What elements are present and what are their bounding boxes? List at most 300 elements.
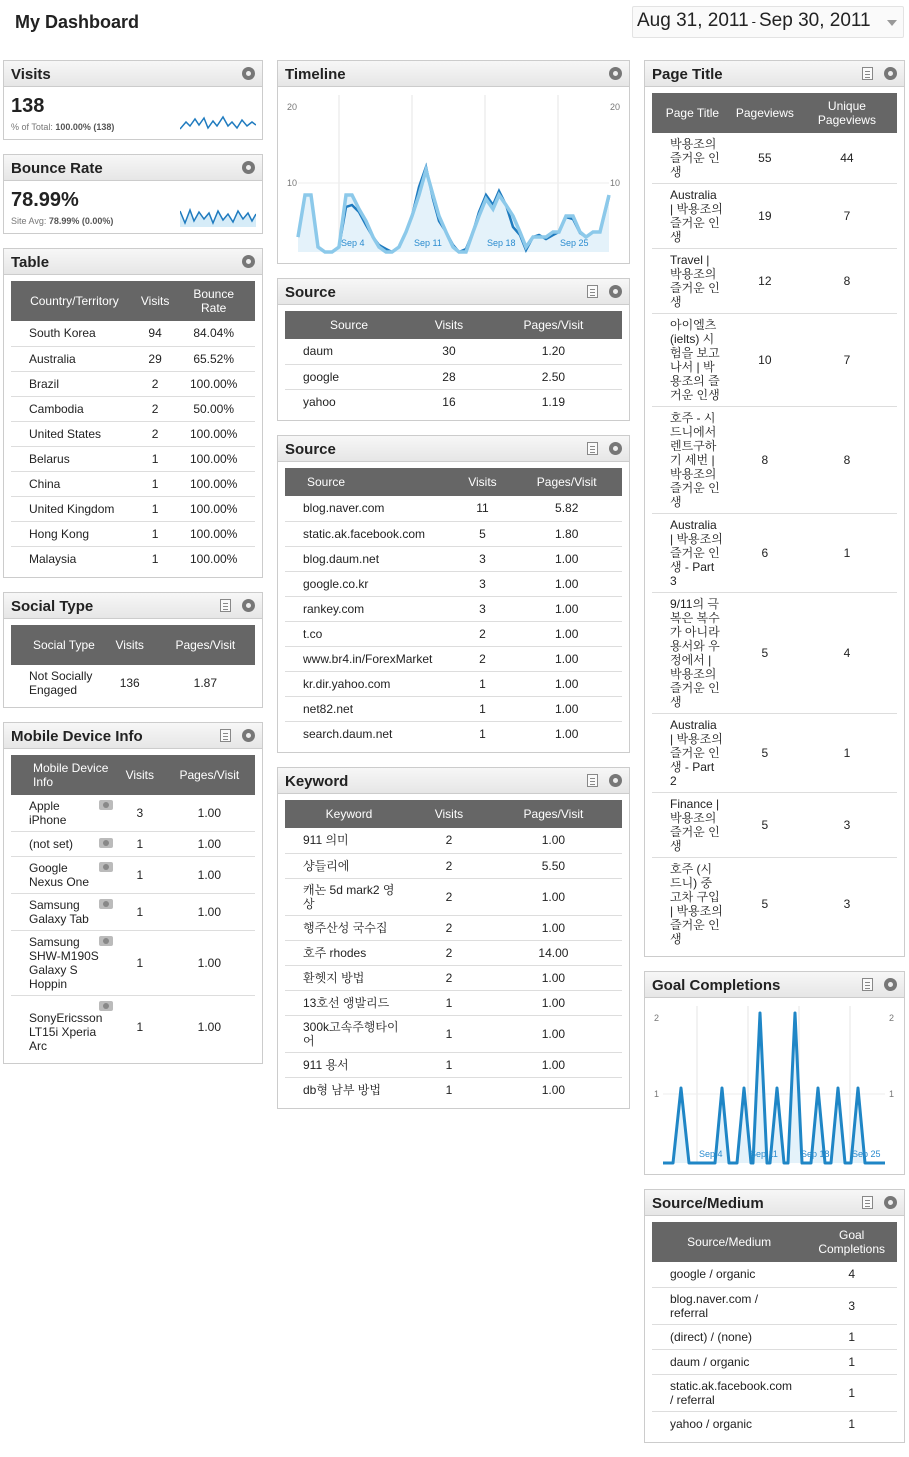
- cell-text: 100.00%: [189, 526, 238, 541]
- report-icon[interactable]: [587, 442, 598, 455]
- col-header[interactable]: Social Type: [11, 625, 104, 665]
- report-icon[interactable]: [862, 978, 873, 991]
- table-row[interactable]: [285, 721, 622, 746]
- date-end: Sep 30, 2011: [758, 10, 871, 31]
- col-header[interactable]: Visits: [413, 311, 485, 339]
- date-separator: -: [751, 14, 756, 29]
- gear-icon[interactable]: [609, 285, 622, 298]
- gear-icon[interactable]: [884, 1196, 897, 1209]
- table-row[interactable]: [652, 184, 897, 249]
- row-value: [138, 521, 172, 546]
- row-label[interactable]: [11, 546, 138, 571]
- cell-text: 박용조의 즐거운 인생: [670, 137, 720, 179]
- col-header[interactable]: Country/Territory: [11, 281, 138, 321]
- row-label[interactable]: [285, 965, 413, 990]
- table-row[interactable]: [285, 339, 622, 364]
- row-label[interactable]: [652, 1262, 806, 1287]
- table-row[interactable]: [652, 858, 897, 951]
- table-row[interactable]: [285, 965, 622, 990]
- row-value: [485, 339, 622, 364]
- table-row[interactable]: [285, 828, 622, 853]
- visits-sub-value: 100.00% (138): [55, 122, 115, 132]
- cell-text: 84.04%: [193, 326, 235, 341]
- row-value: [116, 931, 164, 996]
- cell-text: 1: [445, 1057, 453, 1072]
- cell-text: 3: [848, 1298, 856, 1313]
- row-label[interactable]: [285, 646, 454, 671]
- col-header[interactable]: Pages/Visit: [485, 800, 622, 828]
- cell-text: 3: [843, 818, 851, 832]
- cell-text: google: [303, 369, 340, 384]
- row-value: [485, 915, 622, 940]
- gear-icon[interactable]: [609, 442, 622, 455]
- cell-text: 1.80: [555, 526, 579, 541]
- row-value: [172, 546, 255, 571]
- cell-text: 1.00: [555, 726, 579, 741]
- table-row[interactable]: [652, 714, 897, 793]
- cell-text: 1.00: [541, 1082, 566, 1097]
- row-label[interactable]: [652, 249, 733, 314]
- gear-icon[interactable]: [242, 729, 255, 742]
- cell-text: kr.dir.yahoo.com: [303, 676, 391, 691]
- x-tick-label: Sep 11: [414, 238, 442, 248]
- row-label[interactable]: [652, 1349, 806, 1374]
- row-label[interactable]: [652, 514, 733, 593]
- cell-text: 5: [479, 526, 486, 541]
- visits-sparkline: [180, 113, 256, 133]
- row-value: [733, 858, 797, 951]
- cell-text: 호주 (시드니) 중고차 구입 | 박용조의 즐거운 인생: [670, 862, 723, 946]
- col-header[interactable]: Page Title: [652, 93, 733, 133]
- cell-text: 1: [445, 1082, 453, 1097]
- row-value: [413, 1077, 485, 1102]
- col-header[interactable]: Pages/Visit: [164, 755, 255, 795]
- widget-source-medium: [644, 1189, 905, 1443]
- col-header[interactable]: Pages/Visit: [156, 625, 255, 665]
- row-label[interactable]: [285, 1077, 413, 1102]
- cell-text: blog.daum.net: [303, 551, 380, 566]
- table-row[interactable]: [285, 546, 622, 571]
- row-value: [485, 990, 622, 1015]
- row-value: [156, 665, 255, 701]
- row-label[interactable]: [652, 714, 733, 793]
- table-row[interactable]: [11, 421, 255, 446]
- row-label[interactable]: [11, 832, 116, 857]
- row-label[interactable]: [11, 521, 138, 546]
- cell-text: 1: [848, 1416, 856, 1431]
- gear-icon[interactable]: [609, 774, 622, 787]
- row-label[interactable]: [652, 184, 733, 249]
- row-value: [413, 965, 485, 990]
- table-row[interactable]: [285, 621, 622, 646]
- cell-text: 1.00: [541, 1026, 566, 1041]
- row-label[interactable]: [11, 857, 116, 894]
- row-label[interactable]: [652, 858, 733, 951]
- row-value: [733, 407, 797, 514]
- row-value: [797, 514, 897, 593]
- row-label[interactable]: [285, 1052, 413, 1077]
- row-label[interactable]: [285, 496, 454, 521]
- widget-bounce-rate: [3, 154, 263, 234]
- col-header[interactable]: Source: [285, 468, 454, 496]
- table-row[interactable]: [11, 832, 255, 857]
- row-value: [116, 894, 164, 931]
- table-row[interactable]: [652, 133, 897, 184]
- cell-text: t.co: [303, 626, 323, 641]
- row-label[interactable]: [285, 1015, 413, 1052]
- row-label[interactable]: [285, 389, 413, 414]
- row-label[interactable]: [11, 371, 138, 396]
- row-value: [511, 696, 622, 721]
- date-range-picker[interactable]: [632, 6, 904, 38]
- row-value: [797, 133, 897, 184]
- row-label[interactable]: [285, 828, 413, 853]
- x-tick-label: Sep 18: [487, 238, 516, 248]
- row-value: [485, 1077, 622, 1102]
- row-label[interactable]: [285, 671, 454, 696]
- cell-text: static.ak.facebook.com: [303, 526, 426, 541]
- cell-text: Travel | 박용조의 즐거운 인생: [670, 253, 720, 309]
- cell-text: 1.20: [541, 344, 566, 359]
- y-tick-top-right: 2: [889, 1013, 895, 1023]
- col-header[interactable]: Unique Pageviews: [797, 93, 897, 133]
- table-row[interactable]: [652, 249, 897, 314]
- row-value: [733, 714, 797, 793]
- report-icon[interactable]: [587, 285, 598, 298]
- row-label[interactable]: [285, 521, 454, 546]
- row-value: [164, 832, 255, 857]
- widget-header: [645, 972, 904, 998]
- table-row[interactable]: [11, 346, 255, 371]
- cell-text: 2: [445, 833, 453, 848]
- row-label[interactable]: [11, 496, 138, 521]
- table-row[interactable]: [11, 931, 255, 996]
- cell-text: 1: [848, 1385, 856, 1400]
- row-value: [733, 249, 797, 314]
- report-icon[interactable]: [220, 599, 231, 612]
- row-label[interactable]: [285, 990, 413, 1015]
- col-header[interactable]: Bounce Rate: [172, 281, 255, 321]
- cell-text: 2: [445, 889, 453, 904]
- cell-text: net82.net: [303, 701, 354, 716]
- row-label[interactable]: [652, 793, 733, 858]
- table-row[interactable]: [652, 1411, 897, 1436]
- col-header[interactable]: Pageviews: [733, 93, 797, 133]
- row-value: [485, 364, 622, 389]
- cell-text: 7: [843, 209, 851, 223]
- row-value: [138, 496, 172, 521]
- row-label[interactable]: [285, 940, 413, 965]
- row-value: [172, 446, 255, 471]
- row-label[interactable]: [285, 853, 413, 878]
- row-value: [454, 646, 512, 671]
- visits-sub-label: % of Total:: [11, 122, 53, 132]
- row-label[interactable]: [285, 878, 413, 915]
- row-label[interactable]: [11, 471, 138, 496]
- cell-text: SonyEricsson LT15i Xperia Arc: [29, 1011, 103, 1053]
- cell-text: 5: [761, 646, 769, 660]
- col-header[interactable]: Visits: [104, 625, 156, 665]
- row-value: [733, 314, 797, 407]
- widget-timeline: [277, 60, 630, 264]
- gear-icon[interactable]: [242, 67, 255, 80]
- table-row[interactable]: [11, 496, 255, 521]
- row-label[interactable]: [652, 1374, 806, 1411]
- row-value: [413, 940, 485, 965]
- row-label[interactable]: [11, 996, 116, 1058]
- row-value: [172, 346, 255, 371]
- table-row[interactable]: [11, 795, 255, 832]
- cell-text: 호주 rhodes: [303, 945, 367, 960]
- widget-goal-completions: [644, 971, 905, 1175]
- row-label[interactable]: [285, 364, 413, 389]
- gear-icon[interactable]: [242, 599, 255, 612]
- table-row[interactable]: [11, 996, 255, 1058]
- row-label[interactable]: [652, 133, 733, 184]
- col-header[interactable]: Source: [285, 311, 413, 339]
- camera-icon[interactable]: [99, 800, 113, 810]
- row-value: [413, 878, 485, 915]
- country-table: [11, 281, 255, 571]
- table-row[interactable]: [11, 471, 255, 496]
- cell-text: 28: [442, 369, 456, 384]
- table-row[interactable]: [285, 940, 622, 965]
- cell-text: 8: [843, 453, 851, 467]
- camera-icon[interactable]: [99, 936, 113, 946]
- row-value: [797, 858, 897, 951]
- row-value: [454, 621, 512, 646]
- table-row[interactable]: [285, 878, 622, 915]
- table-row[interactable]: [11, 546, 255, 571]
- cell-text: 2: [445, 945, 453, 960]
- table-row[interactable]: [285, 1015, 622, 1052]
- table-row[interactable]: [652, 1374, 897, 1411]
- row-value: [806, 1287, 897, 1324]
- row-label[interactable]: [11, 396, 138, 421]
- col-header[interactable]: Visits: [413, 800, 485, 828]
- table-row[interactable]: [285, 496, 622, 521]
- table-row[interactable]: [285, 853, 622, 878]
- widget-title: Table: [11, 254, 50, 271]
- cell-text: Malaysia: [29, 551, 77, 566]
- row-value: [511, 571, 622, 596]
- gear-icon[interactable]: [884, 978, 897, 991]
- row-value: [104, 665, 156, 701]
- row-value: [172, 496, 255, 521]
- row-value: [413, 828, 485, 853]
- x-tick-label: Sep 4: [341, 238, 365, 248]
- table-row[interactable]: [652, 793, 897, 858]
- table-row[interactable]: [11, 371, 255, 396]
- row-value: [485, 965, 622, 990]
- col-header[interactable]: Visits: [454, 468, 512, 496]
- row-label[interactable]: [285, 339, 413, 364]
- camera-icon[interactable]: [99, 899, 113, 909]
- table-row[interactable]: [285, 915, 622, 940]
- row-label[interactable]: [285, 571, 454, 596]
- table-row[interactable]: [11, 665, 255, 701]
- col-header[interactable]: Keyword: [285, 800, 413, 828]
- row-label[interactable]: [285, 915, 413, 940]
- row-label[interactable]: [285, 696, 454, 721]
- widget-page-title: [644, 60, 905, 957]
- cell-text: (not set): [29, 837, 74, 851]
- row-label[interactable]: [652, 593, 733, 714]
- table-row[interactable]: [652, 1324, 897, 1349]
- widget-keyword: [277, 767, 630, 1109]
- row-label[interactable]: [652, 1411, 806, 1436]
- row-label[interactable]: [652, 407, 733, 514]
- table-row[interactable]: [285, 646, 622, 671]
- cell-text: 1.00: [541, 995, 566, 1010]
- camera-icon[interactable]: [99, 838, 113, 848]
- row-value: [454, 696, 512, 721]
- cell-text: daum / organic: [670, 1354, 750, 1369]
- table-row[interactable]: [285, 1052, 622, 1077]
- table-row[interactable]: [285, 1077, 622, 1102]
- cell-text: 65.52%: [193, 351, 235, 366]
- table-row[interactable]: [285, 521, 622, 546]
- cell-text: daum: [303, 344, 334, 359]
- table-row[interactable]: [285, 990, 622, 1015]
- row-label[interactable]: [652, 314, 733, 407]
- row-label[interactable]: [11, 321, 138, 346]
- table-row[interactable]: [285, 364, 622, 389]
- widget-header: [4, 593, 262, 619]
- row-label[interactable]: [285, 596, 454, 621]
- col-header[interactable]: Visits: [138, 281, 172, 321]
- cell-text: 1: [479, 676, 486, 691]
- cell-text: search.daum.net: [303, 726, 393, 741]
- table-row[interactable]: [11, 857, 255, 894]
- widget-title: Source: [285, 284, 336, 301]
- cell-text: 5: [761, 897, 769, 911]
- cell-text: 911 용서: [303, 1057, 349, 1072]
- col-header[interactable]: Visits: [116, 755, 164, 795]
- cell-text: 1.00: [197, 1019, 222, 1034]
- table-row[interactable]: [285, 696, 622, 721]
- y-tick-mid-right: 1: [889, 1089, 895, 1099]
- camera-icon[interactable]: [99, 1001, 113, 1011]
- row-label[interactable]: [652, 1324, 806, 1349]
- table-row[interactable]: [11, 446, 255, 471]
- camera-icon[interactable]: [99, 862, 113, 872]
- cell-text: 1: [843, 546, 851, 560]
- cell-text: 5: [761, 818, 769, 832]
- col-header[interactable]: Source/Medium: [652, 1222, 806, 1262]
- cell-text: 캐논 5d mark2 영상: [303, 882, 395, 911]
- cell-text: 1.87: [193, 676, 218, 690]
- report-icon[interactable]: [587, 774, 598, 787]
- x-tick-label: Sep 4: [699, 1149, 723, 1159]
- table-row[interactable]: [11, 521, 255, 546]
- col-header[interactable]: Goal Completions: [806, 1222, 897, 1262]
- gear-icon[interactable]: [884, 67, 897, 80]
- table-row[interactable]: [652, 593, 897, 714]
- row-value: [733, 793, 797, 858]
- table-row[interactable]: [285, 389, 622, 414]
- report-icon[interactable]: [220, 729, 231, 742]
- cell-text: 16: [442, 394, 456, 409]
- cell-text: 1: [136, 1019, 144, 1034]
- report-icon[interactable]: [862, 67, 873, 80]
- table-row[interactable]: [11, 321, 255, 346]
- row-value: [172, 396, 255, 421]
- row-label[interactable]: [11, 894, 116, 931]
- report-icon[interactable]: [862, 1196, 873, 1209]
- row-label[interactable]: [652, 1287, 806, 1324]
- widget-header: [645, 61, 904, 87]
- table-row[interactable]: [652, 1349, 897, 1374]
- x-tick-label: Sep 25: [852, 1149, 881, 1159]
- table-row[interactable]: [652, 314, 897, 407]
- source-medium-table: [652, 1222, 897, 1436]
- cell-text: 5: [761, 746, 769, 760]
- row-label[interactable]: [11, 795, 116, 832]
- row-value: [797, 407, 897, 514]
- row-label[interactable]: [285, 621, 454, 646]
- row-value: [511, 546, 622, 571]
- cell-text: 2: [445, 920, 453, 935]
- cell-text: Belarus: [29, 451, 70, 466]
- table-row[interactable]: [11, 396, 255, 421]
- row-label[interactable]: [11, 346, 138, 371]
- row-label[interactable]: [11, 421, 138, 446]
- row-label[interactable]: [11, 446, 138, 471]
- table-row[interactable]: [652, 514, 897, 593]
- row-label[interactable]: [285, 546, 454, 571]
- gear-icon[interactable]: [609, 67, 622, 80]
- cell-text: 1.00: [555, 626, 579, 641]
- gear-icon[interactable]: [242, 255, 255, 268]
- table-row[interactable]: [285, 571, 622, 596]
- cell-text: 9/11의 극복은 복수가 아니라 용서와 우정에서 | 박용조의 즐거운 인생: [670, 597, 720, 709]
- y-tick-top-right: 20: [610, 102, 621, 112]
- row-value: [116, 795, 164, 832]
- table-row[interactable]: [285, 596, 622, 621]
- table-row[interactable]: [285, 671, 622, 696]
- col-header[interactable]: Pages/Visit: [485, 311, 622, 339]
- row-label[interactable]: [285, 721, 454, 746]
- table-row[interactable]: [11, 894, 255, 931]
- cell-text: 8: [761, 453, 769, 467]
- col-header[interactable]: Mobile Device Info: [11, 755, 116, 795]
- table-row[interactable]: [652, 1287, 897, 1324]
- widget-title: Mobile Device Info: [11, 728, 143, 745]
- cell-text: 2: [479, 651, 486, 666]
- row-label[interactable]: [11, 931, 116, 996]
- social-table: [11, 625, 255, 701]
- cell-text: 5.50: [541, 858, 566, 873]
- chevron-down-icon[interactable]: [887, 20, 897, 26]
- table-row[interactable]: [652, 407, 897, 514]
- cell-text: google.co.kr: [303, 576, 369, 591]
- row-label[interactable]: [11, 665, 104, 701]
- gear-icon[interactable]: [242, 161, 255, 174]
- cell-text: 5.82: [555, 501, 579, 516]
- row-value: [454, 521, 512, 546]
- cell-text: Australia: [29, 351, 76, 366]
- visits-value: 138: [11, 95, 45, 117]
- cell-text: 1.00: [197, 806, 222, 820]
- row-value: [485, 389, 622, 414]
- row-value: [797, 793, 897, 858]
- table-row[interactable]: [652, 1262, 897, 1287]
- cell-text: 12: [758, 274, 772, 288]
- row-value: [454, 596, 512, 621]
- col-header[interactable]: Pages/Visit: [511, 468, 622, 496]
- cell-text: 1: [136, 868, 144, 882]
